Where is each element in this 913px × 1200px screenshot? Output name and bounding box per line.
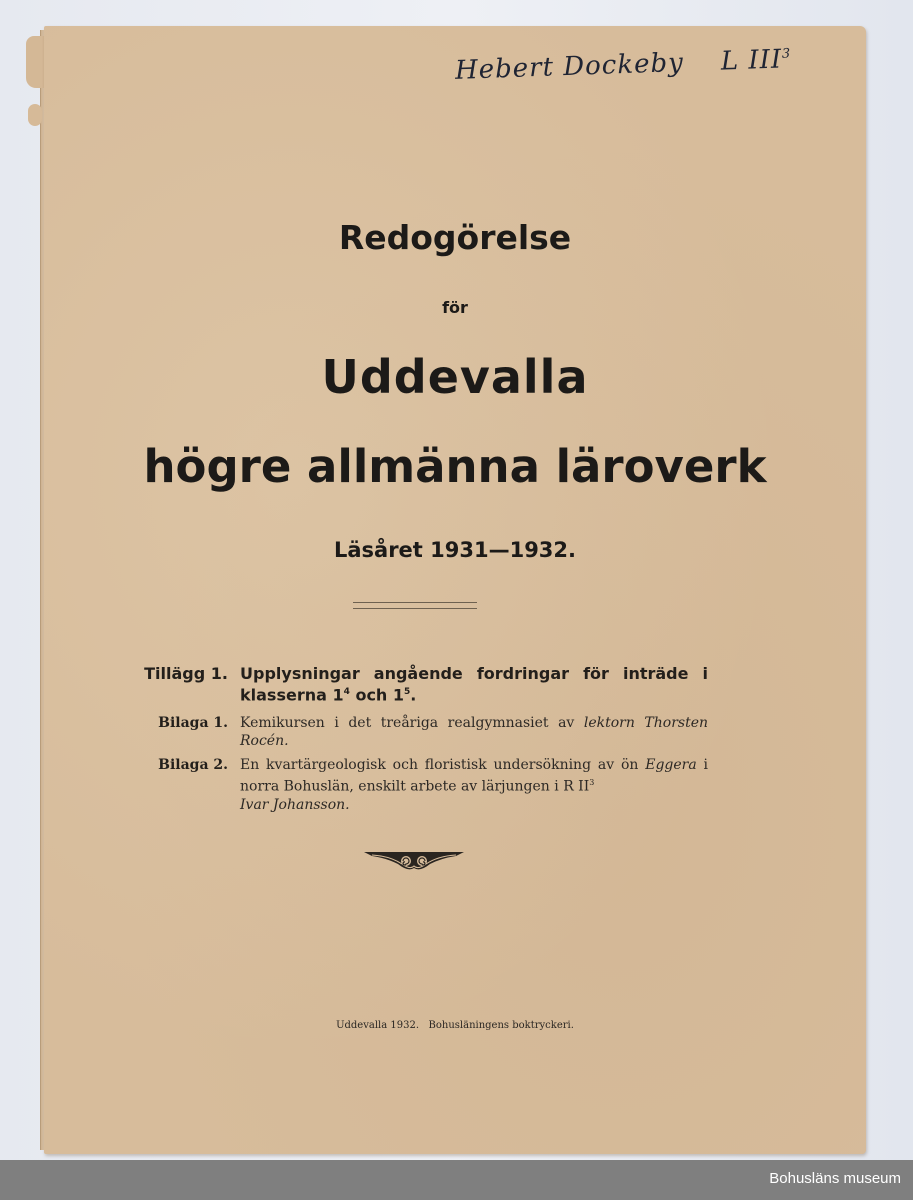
museum-credit: Bohusläns museum	[769, 1170, 901, 1187]
double-rule-divider	[353, 602, 477, 609]
contents-label: Bilaga 2.	[158, 757, 228, 774]
title-uddevalla: Uddevalla	[321, 350, 589, 404]
contents-item-bilaga-2	[128, 756, 708, 814]
contents-list	[128, 664, 708, 820]
handwritten-name: Hebert Dockeby	[454, 47, 685, 86]
contents-text: Upplysningar angående fordringar för inträde i klasserna $1^4$ och $1^5$.	[240, 664, 708, 705]
contents-label: Bilaga 1.	[158, 715, 228, 732]
contents-item-bilaga-1	[128, 714, 708, 750]
booklet-cover	[44, 26, 866, 1154]
title-redogorelse: Redogörelse	[338, 218, 572, 257]
contents-text: Kemikursen i det treåriga realgymnasiet av lektorn Thorsten Rocén.	[240, 715, 708, 750]
school-year: Läsåret 1931—1932.	[333, 538, 577, 562]
contents-item-tillagg-1	[128, 664, 708, 704]
contents-label: Tillägg 1.	[144, 664, 228, 683]
printer-imprint: Uddevalla 1932. Bohusläningens boktryckeri.	[336, 1020, 574, 1031]
handwritten-class: L III	[720, 44, 783, 77]
spine-tear	[28, 104, 42, 126]
handwritten-class-sup: 3	[781, 46, 792, 62]
contents-text: En kvartärgeologisk och floristisk undersökning av ön Eggera i norra Bohuslän, enskilt arbete av lärjungen i R $II^3$ Ivar Johansson.	[240, 757, 708, 813]
scroll-ornament-icon	[362, 850, 466, 874]
title-for: för	[442, 298, 468, 317]
title-school-name: högre allmänna läroverk	[143, 440, 767, 493]
museum-credit-bar	[0, 1160, 913, 1200]
